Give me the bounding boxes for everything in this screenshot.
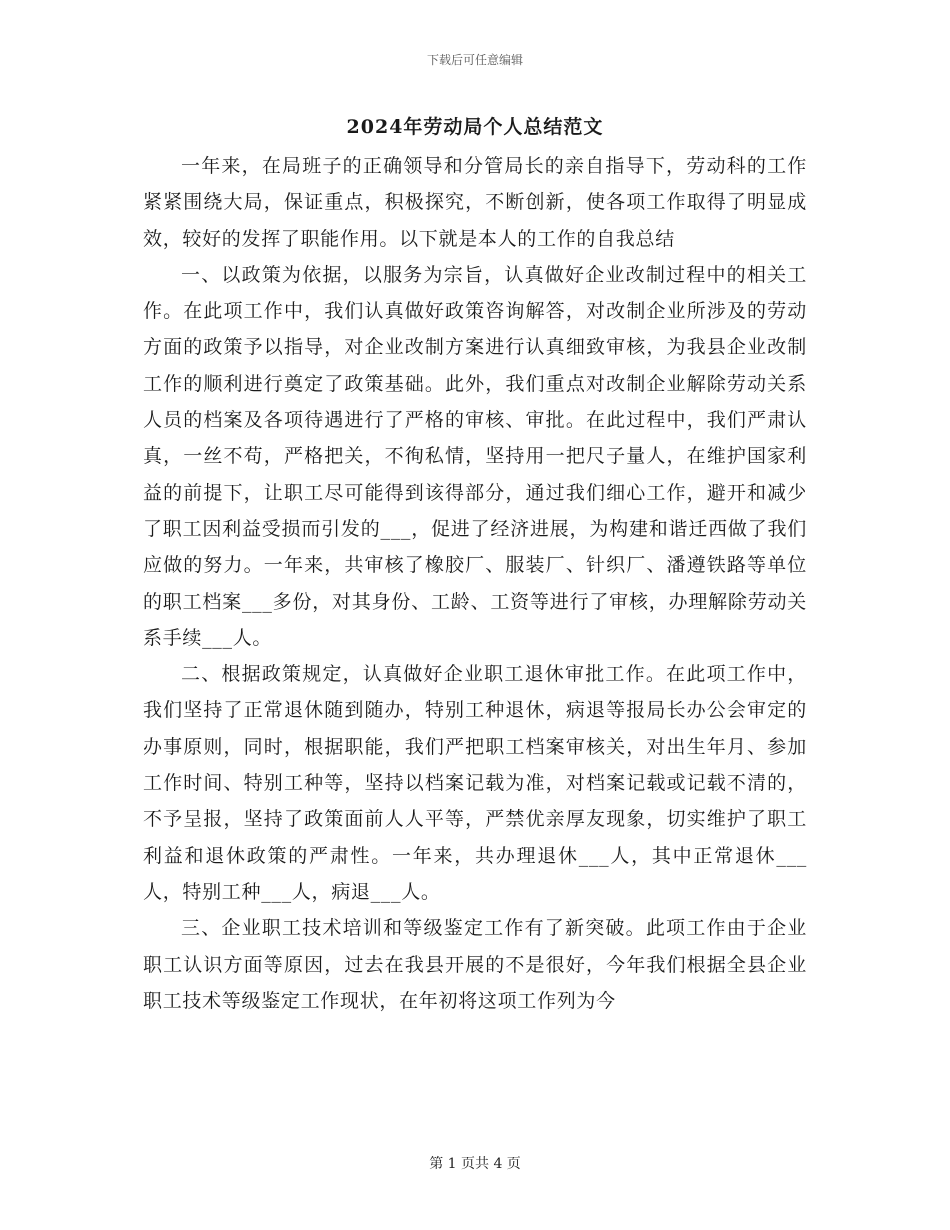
paragraph-section-1: 一、以政策为依据，以服务为宗旨，认真做好企业改制过程中的相关工作。在此项工作中，我们认真做好政策咨询解答，对改制企业所涉及的劳动方面的政策予以指导，对企业改制方案进行认真细致审核，为我县企业改制工作的顺利进行奠定了政策基础。此外，我们重点对改制企业解除劳动关系人员的档案及各项待遇进行了严格的审核、审批。在此过程中，我们严肃认真，一丝不苟，严格把关，不徇私情，坚持用一把尺子量人，在维护国家利益的前提下，让职工尽可能得到该得部分，通过我们细心工作，避开和减少了职工因利益受损而引发的___，促进了经济进展，为构建和谐迁西做了我们应做的努力。一年来，共审核了橡胶厂、服装厂、针织厂、潘遵铁路等单位的职工档案___多份，对其身份、工龄、工资等进行了审核，办理解除劳动关系手续___人。 <box>143 263 807 649</box>
page-header-note: 下载后可任意编辑 <box>426 53 523 67</box>
page-number-footer: 第 1 页共 4 页 <box>429 1156 521 1172</box>
paragraph-intro: 一年来，在局班子的正确领导和分管局长的亲自指导下，劳动科的工作紧紧围绕大局，保证重点，积极探究，不断创新，使各项工作取得了明显成效，较好的发挥了职能作用。以下就是本人的工作的自我总结 <box>143 155 807 250</box>
document-title: 2024年劳动局个人总结范文 <box>346 116 604 138</box>
paragraph-section-2: 二、根据政策规定，认真做好企业职工退休审批工作。在此项工作中，我们坚持了正常退休随到随办，特别工种退休，病退等报局长办公会审定的办事原则，同时，根据职能，我们严把职工档案审核关，对出生年月、参加工作时间、特别工种等，坚持以档案记载为准，对档案记载或记载不清的，不予呈报，坚持了政策面前人人平等，严禁优亲厚友现象，切实维护了职工利益和退休政策的严肃性。一年来，共办理退休___人，其中正常退休___人，特别工种___人，病退___人。 <box>143 663 807 903</box>
paragraph-section-3: 三、企业职工技术培训和等级鉴定工作有了新突破。此项工作由于企业职工认识方面等原因，过去在我县开展的不是很好，今年我们根据全县企业职工技术等级鉴定工作现状，在年初将这项工作列为今 <box>143 917 807 1012</box>
document-body <box>143 148 807 1019</box>
